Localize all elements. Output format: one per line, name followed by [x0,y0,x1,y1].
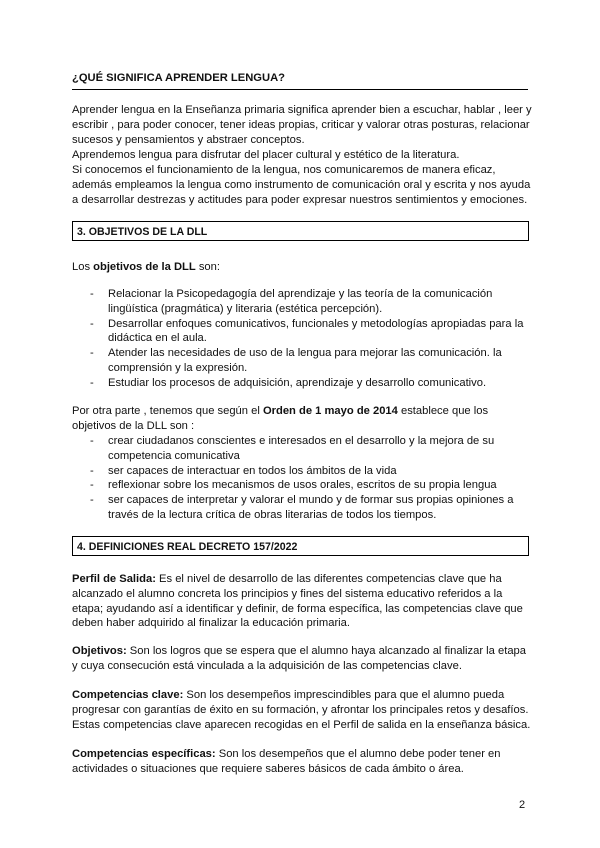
section-3-heading: 3. OBJETIVOS DE LA DLL [72,221,529,241]
list-item: - Desarrollar enfoques comunicativos, funcionales y metodologías apropiadas para la didáctica en el aula. [72,317,532,347]
def-objetivos: Objetivos: Son los logros que se espera que el alumno haya alcanzado al finalizar la etapa y cuya consecución está vinculada a la adquisición de las competencias clave. [72,645,526,672]
def-competencias-especificas: Competencias específicas: Son los desempeños que el alumno debe poder tener en actividades o situaciones que requiere saberes básicos de cada ámbito o área. [72,748,501,775]
list-item: - Atender las necesidades de uso de la lengua para mejorar las comunicación. la comprensión y la expresión. [72,346,532,376]
objetivos-lead: Los objetivos de la DLL son: [72,261,220,273]
intro-paragraph-1: Aprender lengua en la Enseñanza primaria significa aprender bien a escuchar, hablar , leer y escribir , para poder conocer, tener ideas propias, criticar y valorar otras posturas, relacionar sucesos y pensamientos y abstraer conceptos. [72,104,532,146]
orden-paragraph: Por otra parte , tenemos que según el Orden de 1 mayo de 2014 establece que los objetivos de la DLL son : [72,405,489,432]
list-item: - Estudiar los procesos de adquisición, aprendizaje y desarrollo comunicativo. [72,376,532,391]
page-number: 2 [519,799,526,811]
list-item: - crear ciudadanos conscientes e interesados en el desarrollo y la mejora de su competencia comunicativa [72,434,532,464]
section-4-heading: 4. DEFINICIONES REAL DECRETO 157/2022 [72,536,529,556]
heading-que-significa: ¿QUÉ SIGNIFICA APRENDER LENGUA? [72,71,528,90]
intro-paragraph-3: Si conocemos el funcionamiento de la lengua, nos comunicaremos de manera eficaz, además empleamos la lengua como instrumento de comunicación oral y escrita y nos ayuda a desarrollar destrezas y actitudes para poder expresar nuestros sentimientos y emociones. [72,164,531,206]
objetivos-list [72,287,532,391]
list-item: - ser capaces de interpretar y valorar el mundo y de formar sus propias opiniones a través de la lectura crítica de obras literarias de todos los tiempos. [72,493,532,523]
orden-objetivos-list [72,434,532,523]
list-item: - Relacionar la Psicopedagogía del aprendizaje y las teoría de la comunicación lingüística (pragmática) y literaria (estética percepción). [72,287,532,317]
intro-paragraph-2: Aprendemos lengua para disfrutar del placer cultural y estético de la literatura. [72,149,460,161]
def-perfil-salida: Perfil de Salida: Es el nivel de desarrollo de las diferentes competencias clave que ha alcanzado el alumno concreta los principios y fines del sistema educativo referidos a la etapa; ayudando así a identificar y definir, de forma específica, las competencias clave que deben haber adquirido al finalizar la educación primaria. [72,573,523,630]
list-item: - ser capaces de interactuar en todos los ámbitos de la vida [72,464,532,479]
def-competencias-clave: Competencias clave: Son los desempeños imprescindibles para que el alumno pueda progresar con garantías de éxito en su formación, y afrontar los principales retos y desafíos. Estas competencias clave aparecen recogidas en el Perfil de salida en la enseñanza básica. [72,689,531,731]
list-item: - reflexionar sobre los mecanismos de usos orales, escritos de su propia lengua [72,478,532,493]
